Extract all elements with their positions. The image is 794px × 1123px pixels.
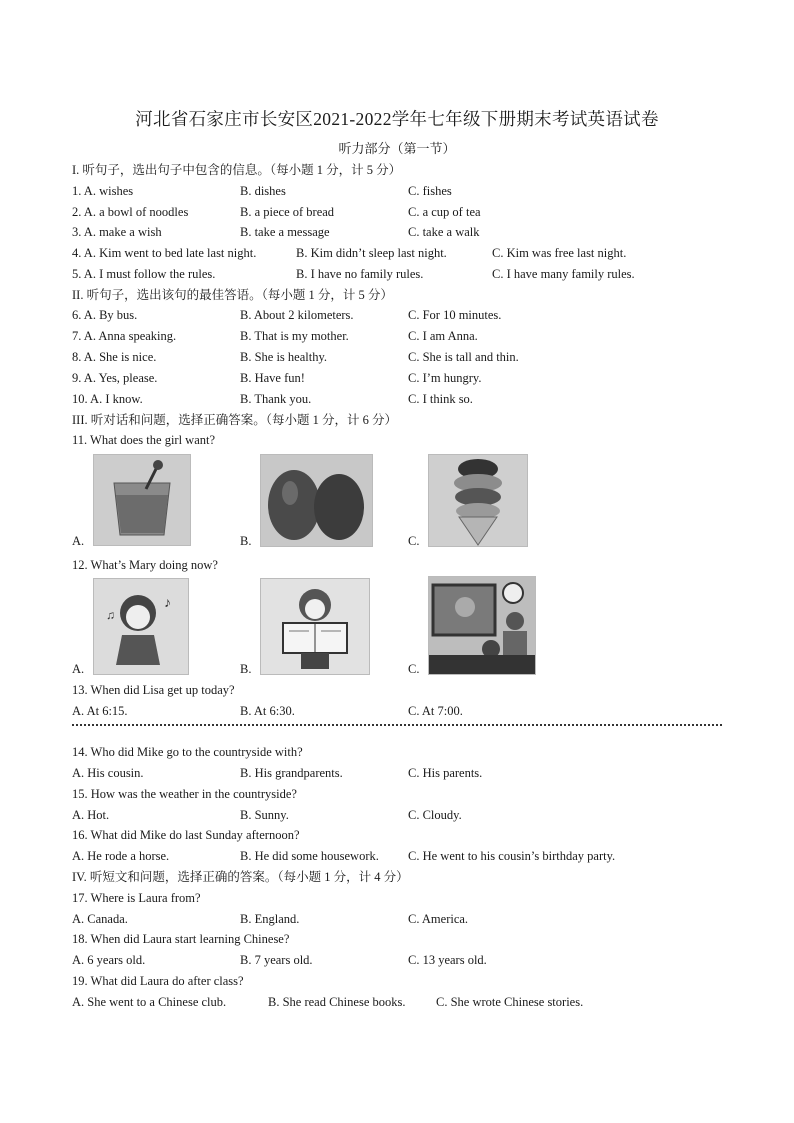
question-7-option-b[interactable]: B. That is my mother. xyxy=(240,329,349,343)
question-9-option-a[interactable]: 9. A. Yes, please. xyxy=(72,371,158,385)
question-17-option-c[interactable]: C. America. xyxy=(408,912,469,926)
question-10-option-b[interactable]: B. Thank you. xyxy=(240,392,312,406)
question-17-option-b[interactable]: B. England. xyxy=(240,912,300,926)
question-11-label-a: A. xyxy=(72,534,85,548)
question-10-option-c[interactable]: C. I think so. xyxy=(408,392,473,406)
question-19-option-c[interactable]: C. She wrote Chinese stories. xyxy=(436,995,584,1009)
question-10-option-a[interactable]: 10. A. I know. xyxy=(72,392,143,406)
question-16-option-b[interactable]: B. He did some housework. xyxy=(240,849,379,863)
question-18-option-a[interactable]: A. 6 years old. xyxy=(72,953,146,967)
page-title: 河北省石家庄市长安区2021-2022学年七年级下册期末考试英语试卷 xyxy=(135,109,659,129)
question-5-option-c[interactable]: C. I have many family rules. xyxy=(492,267,635,281)
question-13-option-c[interactable]: C. At 7:00. xyxy=(408,704,463,718)
question-17-stem: 17. Where is Laura from? xyxy=(72,891,201,905)
question-12-label-a: A. xyxy=(72,662,85,676)
dotted-divider xyxy=(72,724,722,734)
section-2-heading: II. 听句子，选出该句的最佳答语。（每小题 1 分，计 5 分） xyxy=(72,288,393,302)
question-5-option-a[interactable]: 5. A. I must follow the rules. xyxy=(72,267,216,281)
question-1-option-a[interactable]: 1. A. wishes xyxy=(72,184,134,198)
question-3-option-b[interactable]: B. take a message xyxy=(240,225,330,239)
question-5-option-b[interactable]: B. I have no family rules. xyxy=(296,267,424,281)
question-12-label-c: C. xyxy=(408,662,420,676)
question-11-label-b: B. xyxy=(240,534,252,548)
question-16-option-c[interactable]: C. He went to his cousin’s birthday party. xyxy=(408,849,616,863)
question-2-option-b[interactable]: B. a piece of bread xyxy=(240,205,335,219)
ice-cream-icon xyxy=(429,455,527,546)
question-18-option-b[interactable]: B. 7 years old. xyxy=(240,953,313,967)
section-subtitle: 听力部分（第一节） xyxy=(338,141,456,156)
question-6-option-a[interactable]: 6. A. By bus. xyxy=(72,308,138,322)
question-13-stem: 13. When did Lisa get up today? xyxy=(72,683,235,697)
question-15-option-b[interactable]: B. Sunny. xyxy=(240,808,289,822)
question-8-option-a[interactable]: 8. A. She is nice. xyxy=(72,350,157,364)
question-6-option-b[interactable]: B. About 2 kilometers. xyxy=(240,308,354,322)
question-19-option-b[interactable]: B. She read Chinese books. xyxy=(268,995,406,1009)
question-15-stem: 15. How was the weather in the countryside? xyxy=(72,787,297,801)
question-4-option-a[interactable]: 4. A. Kim went to bed late last night. xyxy=(72,246,257,260)
question-15-option-c[interactable]: C. Cloudy. xyxy=(408,808,462,822)
section-1-heading: I. 听句子，选出句子中包含的信息。（每小题 1 分，计 5 分） xyxy=(72,163,402,177)
question-8-option-c[interactable]: C. She is tall and thin. xyxy=(408,350,519,364)
question-19-option-a[interactable]: A. She went to a Chinese club. xyxy=(72,995,227,1009)
question-12-label-b: B. xyxy=(240,662,252,676)
singing-girl-icon xyxy=(94,579,188,674)
girl-singing-image[interactable] xyxy=(93,578,189,675)
juice-glass-image[interactable] xyxy=(93,454,191,546)
question-13-option-a[interactable]: A. At 6:15. xyxy=(72,704,128,718)
question-3-option-c[interactable]: C. take a walk xyxy=(408,225,480,239)
question-16-stem: 16. What did Mike do last Sunday afternoon? xyxy=(72,828,300,842)
question-7-option-c[interactable]: C. I am Anna. xyxy=(408,329,478,343)
question-14-option-c[interactable]: C. His parents. xyxy=(408,766,483,780)
newspaper-reader-icon xyxy=(261,579,369,674)
question-8-option-b[interactable]: B. She is healthy. xyxy=(240,350,328,364)
question-18-stem: 18. When did Laura start learning Chinese? xyxy=(72,932,290,946)
question-14-option-a[interactable]: A. His cousin. xyxy=(72,766,144,780)
question-11-label-c: C. xyxy=(408,534,420,548)
svg-text:♫: ♫ xyxy=(106,608,115,622)
juice-glass-icon xyxy=(94,455,190,545)
section-4-heading: IV. 听短文和问题，选择正确的答案。（每小题 1 分，计 4 分） xyxy=(72,870,409,884)
question-13-option-b[interactable]: B. At 6:30. xyxy=(240,704,295,718)
question-9-option-b[interactable]: B. Have fun! xyxy=(240,371,305,385)
watching-tv-image[interactable] xyxy=(428,576,536,675)
question-7-option-a[interactable]: 7. A. Anna speaking. xyxy=(72,329,177,343)
kiwi-fruit-image[interactable] xyxy=(260,454,373,547)
question-19-stem: 19. What did Laura do after class? xyxy=(72,974,244,988)
question-14-option-b[interactable]: B. His grandparents. xyxy=(240,766,343,780)
section-3-heading: III. 听对话和问题，选择正确答案。（每小题 1 分，计 6 分） xyxy=(72,413,397,427)
question-14-stem: 14. Who did Mike go to the countryside with? xyxy=(72,745,303,759)
question-3-option-a[interactable]: 3. A. make a wish xyxy=(72,225,162,239)
tv-watching-icon xyxy=(429,577,535,674)
question-9-option-c[interactable]: C. I’m hungry. xyxy=(408,371,482,385)
kiwi-fruit-icon xyxy=(261,455,372,546)
question-11-stem: 11. What does the girl want? xyxy=(72,433,216,447)
question-2-option-a[interactable]: 2. A. a bowl of noodles xyxy=(72,205,189,219)
ice-cream-image[interactable] xyxy=(428,454,528,547)
question-18-option-c[interactable]: C. 13 years old. xyxy=(408,953,487,967)
question-15-option-a[interactable]: A. Hot. xyxy=(72,808,110,822)
question-12-stem: 12. What’s Mary doing now? xyxy=(72,558,218,572)
question-1-option-c[interactable]: C. fishes xyxy=(408,184,452,198)
question-16-option-a[interactable]: A. He rode a horse. xyxy=(72,849,170,863)
question-17-option-a[interactable]: A. Canada. xyxy=(72,912,128,926)
question-2-option-c[interactable]: C. a cup of tea xyxy=(408,205,481,219)
question-6-option-c[interactable]: C. For 10 minutes. xyxy=(408,308,502,322)
question-4-option-b[interactable]: B. Kim didn’t sleep last night. xyxy=(296,246,447,260)
question-4-option-c[interactable]: C. Kim was free last night. xyxy=(492,246,627,260)
svg-text:♪: ♪ xyxy=(164,596,171,611)
question-1-option-b[interactable]: B. dishes xyxy=(240,184,286,198)
reading-newspaper-image[interactable] xyxy=(260,578,370,675)
